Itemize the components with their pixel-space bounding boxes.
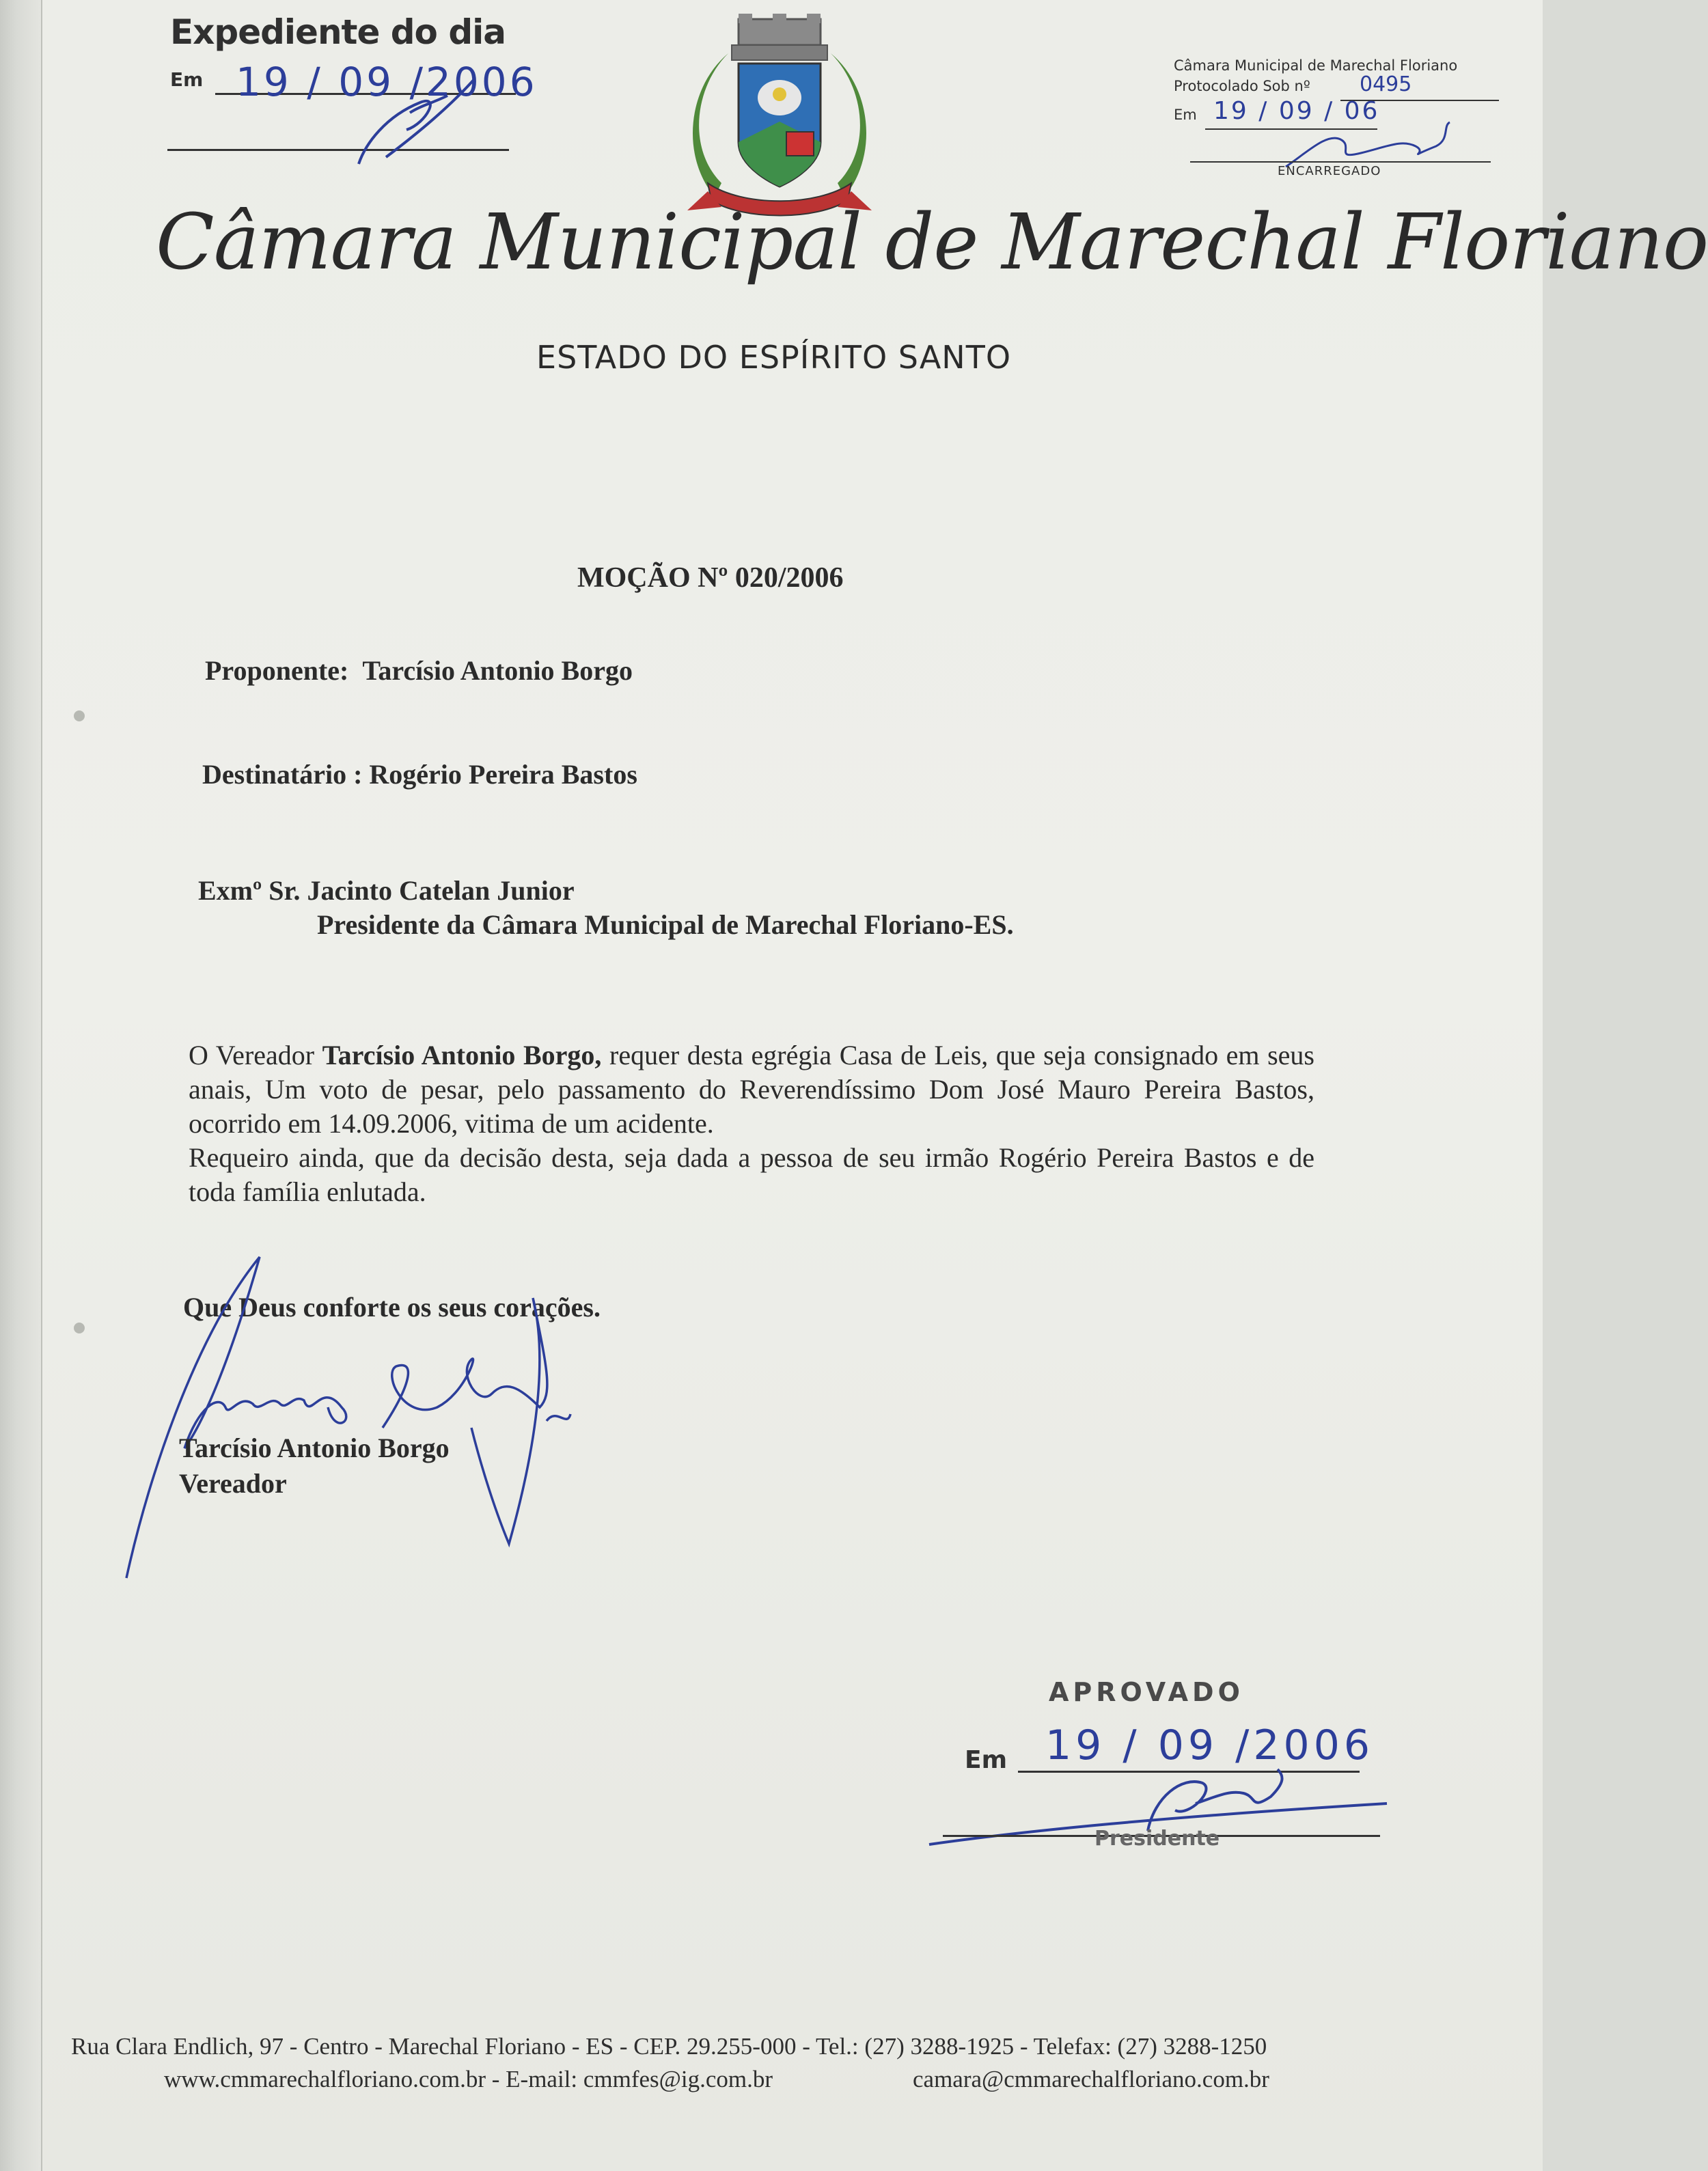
body-p1-name: Tarcísio Antonio Borgo, [322, 1040, 602, 1070]
protocolo-label: Protocolado Sob nº [1174, 78, 1310, 94]
approval-em-label: Em [965, 1746, 1008, 1774]
signer-name: Tarcísio Antonio Borgo [179, 1433, 450, 1463]
destinatario-label: Destinatário : [202, 759, 363, 790]
addressee-title: Presidente da Câmara Municipal de Marechal Floriano-ES. [317, 909, 1014, 940]
footer-website: www.cmmarechalfloriano.com.br - E-mail: cmmfes@ig.com.br [164, 2066, 773, 2092]
addressee-name: Exmº Sr. Jacinto Catelan Junior [198, 875, 575, 906]
approval-label: APROVADO [1049, 1677, 1244, 1707]
destinatario-row [202, 758, 637, 790]
proponente-value: Tarcísio Antonio Borgo [362, 655, 633, 686]
expediente-initials-signature [345, 75, 482, 171]
expediente-stamp [167, 12, 550, 169]
expediente-title: Expediente do dia [170, 12, 506, 52]
body-p1-rest: requer desta egrégia Casa de Leis, que seja consignado em seus anais, Um voto de pesar, pelo passamento do Reverendíssimo Dom José Mauro Pereira Bastos, ocorrido em 14.09.2006, vitima de um acidente. [189, 1040, 1315, 1139]
destinatario-value: Rogério Pereira Bastos [369, 759, 637, 790]
expediente-em-label: Em [170, 68, 204, 91]
punch-hole [74, 1323, 85, 1333]
protocolo-institution: Câmara Municipal de Marechal Floriano [1174, 57, 1458, 74]
body-paragraph-1 [189, 1038, 1314, 1141]
closing-line: Que Deus conforte os seus corações. [183, 1292, 601, 1323]
approval-role: Presidente [1094, 1827, 1220, 1851]
footer-email: camara@cmmarechalfloriano.com.br [913, 2066, 1269, 2092]
protocolo-date: 19 / 09 / 06 [1213, 97, 1380, 125]
protocolo-role: ENCARREGADO [1278, 164, 1381, 178]
body-paragraph-2: Requeiro ainda, que da decisão desta, seja dada a pessoa de seu irmão Rogério Pereira Bastos e de toda família enlutada. [189, 1142, 1314, 1207]
footer-address: Rua Clara Endlich, 97 - Centro - Marechal Floriano - ES - CEP. 29.255-000 - Tel.: (27) 3288-1925 - Telefax: (27) 3288-1250 [71, 2033, 1267, 2060]
letterhead-title: Câmara Municipal de Marechal Floriano [156, 198, 1708, 287]
protocolo-signature-line [1190, 161, 1491, 163]
protocolo-em-label: Em [1174, 107, 1197, 123]
expediente-date: 19 / 09 /2006 [236, 59, 538, 105]
document-body [189, 1038, 1314, 1209]
document-heading: MOÇÃO Nº 020/2006 [577, 562, 844, 594]
protocolo-number: 0495 [1360, 72, 1412, 96]
body-p1-start: O Vereador [189, 1040, 315, 1070]
letterhead-subtitle: ESTADO DO ESPÍRITO SANTO [536, 339, 1012, 376]
proponente-label: Proponente: [205, 655, 349, 686]
signer-role: Vereador [179, 1468, 287, 1499]
punch-hole [74, 710, 85, 721]
protocolo-stamp [1170, 57, 1511, 180]
approval-date: 19 / 09 /2006 [1045, 1721, 1375, 1769]
approval-date-line [1018, 1771, 1360, 1773]
proponente-row [205, 654, 633, 687]
binder-edge [0, 0, 42, 2171]
